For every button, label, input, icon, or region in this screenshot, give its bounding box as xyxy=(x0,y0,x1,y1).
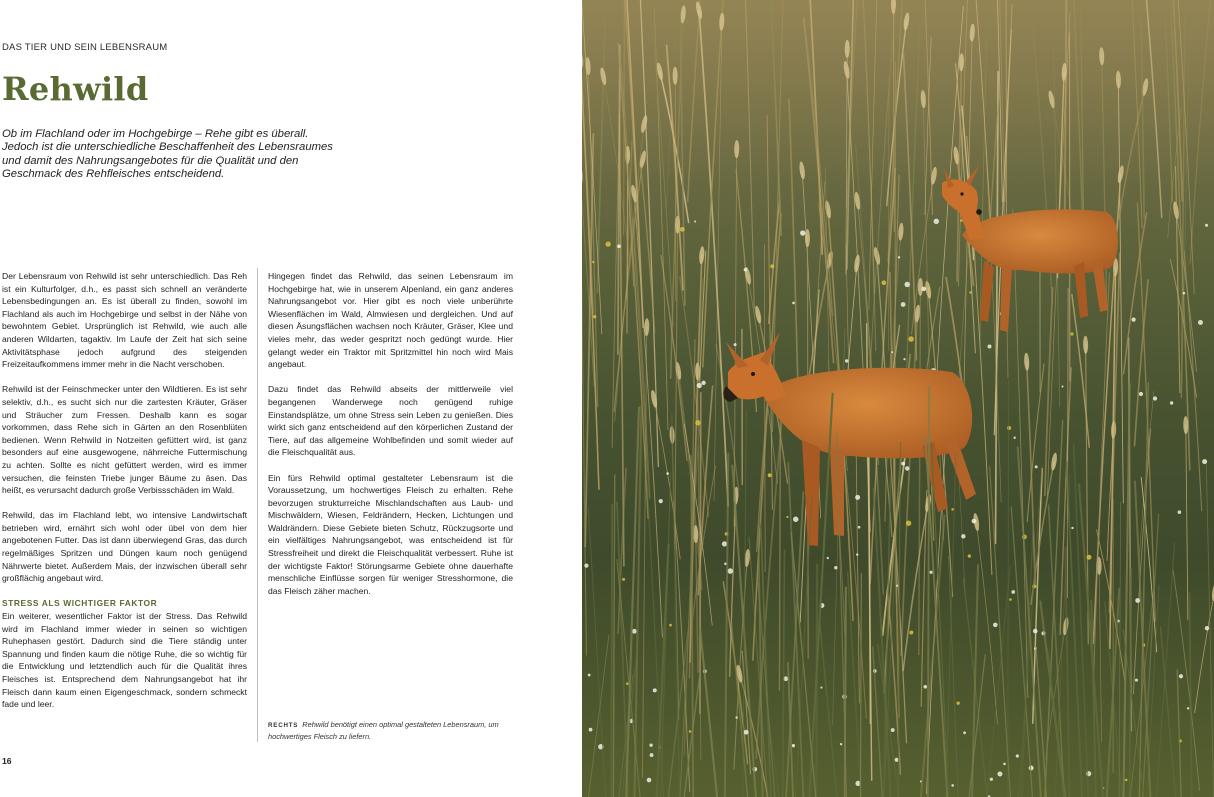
deer-photo xyxy=(582,0,1214,797)
body-paragraph: Der Lebensraum von Rehwild ist sehr unterschiedlich. Das Reh ist ein Kulturfolger, d.h., es passt sich schnell an veränderte Lebensbedingungen an. Es ist überall zu finden, sowohl im Flachland als auch im Hochgebirge und selbst in der Nähe von bewohntem Gebiet. Ursprünglich ist Rehwild, wie auch alle anderen Wildarten, tagaktiv. Im Laufe der Zeit hat sich seine Aktivitätsphase jedoch aufgrund des steigenden Freizeitaufkommens immer mehr in die Nacht verschoben. xyxy=(2,271,247,370)
caption-label: RECHTS xyxy=(268,722,299,729)
page-number: 16 xyxy=(2,756,12,766)
column-divider xyxy=(257,268,258,742)
text-column-right xyxy=(268,270,513,610)
photo-caption xyxy=(268,720,518,742)
section-kicker: DAS TIER UND SEIN LEBENSRAUM xyxy=(2,42,168,53)
lead-paragraph: Ob im Flachland oder im Hochgebirge – Rehe gibt es überall. Jedoch ist die unterschiedliche Beschaffenheit des Lebensraumes und damit des Nahrungsangebotes für die Qualität und den Geschmack des Rehfleisches entscheidend. xyxy=(2,128,333,181)
body-paragraph: Dazu findet das Rehwild abseits der mittlerweile viel begangenen Wanderwege noch genügend ruhige Einstandsplätze, um ohne Stress sein Leben zu genießen. Dies wirkt sich ganz entscheidend auf den körperlichen Zustand der Tiere, auf das allgemeine Wohlbefinden und somit wieder auf die Fleischqualität aus. xyxy=(268,384,513,458)
caption-text: Rehwild benötigt einen optimal gestalteten Lebensraum, um hochwertiges Fleisch zu liefern. xyxy=(268,720,499,741)
page-title: Rehwild xyxy=(2,70,149,108)
body-paragraph: Rehwild, das im Flachland lebt, wo intensive Landwirtschaft betrieben wird, ernährt sich wohl oder übel von dem hier angebotenen Futter. Das ist dann überwiegend Gras, das durch regelmäßiges Spritzen und Düngen kaum noch genügend Nährwerte bietet. Außerdem Mais, der inzwischen überall sehr großflächig angebaut wird. xyxy=(2,510,247,584)
left-page xyxy=(0,0,582,797)
body-paragraph: Rehwild ist der Feinschmecker unter den Wildtieren. Es ist sehr selektiv, d.h., es sucht sich nur die zartesten Kräuter, Gräser und Sträucher zum Fressen. Deshalb kann es sogar vorkommen, dass Rehe sich in Gärten an den Rosenblüten bedienen. Wenn Rehwild in Notzeiten gefüttert wird, ist ganz besonders auf eine ausgewogene, nährreiche Futtermischung zu achten. Sollte es nicht gefüttert werden, wird es immer versuchen, die feinsten Triebe junger Bäume zu äsen. Das heißt, es verursacht dadurch große Verbissschäden im Wald. xyxy=(2,384,247,496)
body-paragraph: Hingegen findet das Rehwild, das seinen Lebensraum im Hochgebirge hat, wie in unserem Alpenland, ein ganz anderes Nahrungsangebot vor. Hier gibt es noch viele unberührte Wiesenflächen im Wald, Almwiesen und dergleichen. Und auf diesen Äsungsflächen wachsen noch Kräuter, Gräser, Klee und vieles mehr, das weder gespritzt noch gedüngt wurde. Hier gelangt weder ein Traktor mit Spritzmittel hin noch wird Mais angebaut. xyxy=(268,271,513,370)
text-column-left xyxy=(2,270,247,723)
body-paragraph: Ein fürs Rehwild optimal gestalteter Lebensraum ist die Voraussetzung, um hochwertiges Fleisch zu erhalten. Rehe bevorzugen strukturreiche Mischlandschaften aus Laub- und Mischwäldern, Wiesen, Feldrändern, Hecken, Lichtungen und Waldrändern. Diese Gebiete bieten Schutz, Rückzugsorte und ein vielfältiges Nahrungsangebot, was entscheidend ist für Stressfreiheit und direkt die Fleischqualität verbessert. Ruhe ist der wichtigste Faktor! Störungsarme Gebiete ohne dauerhafte menschliche Einflüsse sorgen für weniger Stresshormone, die das Fleisch zäher machen. xyxy=(268,472,513,596)
subheading: STRESS ALS WICHTIGER FAKTOR xyxy=(2,598,158,609)
body-paragraph: Ein weiterer, wesentlicher Faktor ist der Stress. Das Rehwild wird im Flachland immer wieder in seinen so wichtigen Ruhephasen gestört. Dadurch sind die Tiere ständig unter Spannung und finden kaum die nötige Ruhe, die so wichtig für die Entwicklung und letztendlich auch für die Qualität ihres Fleisches ist. Entsprechend dem Nahrungsangebot hat ihr Fleisch dann kaum einen Eigengeschmack, sondern schmeckt fade und leer. xyxy=(2,611,247,710)
deer-meadow-illustration xyxy=(582,0,1214,797)
